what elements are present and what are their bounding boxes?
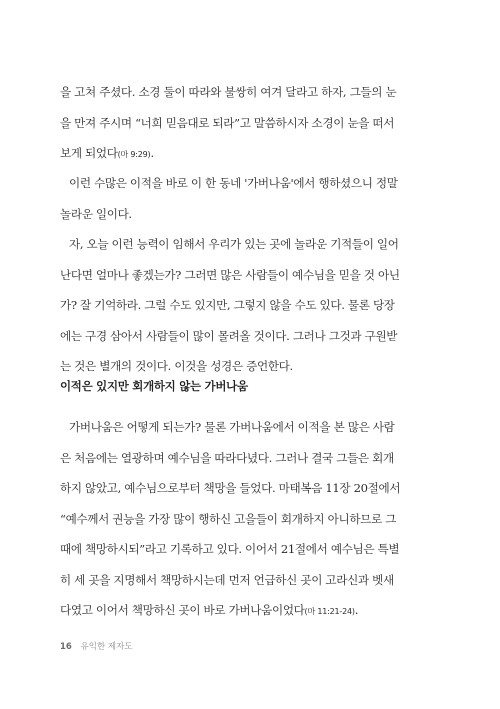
page-number: 16 [60,642,72,652]
paragraph-line: 하지 않았고, 예수님으로부터 책망을 들었다. 마태복음 11장 20절에서 [60,481,401,495]
paragraph-4 [60,412,446,626]
paragraph-line [60,138,446,169]
section-heading: 이적은 있지만 회개하지 않는 가버나움 [60,379,248,393]
paragraph-text: 다였고 이어서 책망하신 곳이 바로 가버나움이었다 [60,603,305,617]
paragraph-line: 히 세 곳을 지명해서 책망하시는데 먼저 언급하신 곳이 고라신과 벳새 [60,572,394,587]
paragraph-line: 놀라운 일이다. [60,206,132,221]
paragraph-line: 때에 책망하시되”라고 기록하고 있다. 이어서 21절에서 예수님은 특별 [60,542,400,556]
paragraph-line: 이런 수많은 이적을 바로 이 한 동네 '가버나움'에서 행하셨으니 정말 [69,176,398,190]
paragraph-line: 자, 오늘 이런 능력이 임해서 우리가 있는 곳에 놀라운 기적들이 일어 [69,237,399,251]
paragraph-line: 가? 잘 기억하라. 그럴 수도 있지만, 그렇지 않을 수도 있다. 물론 당장 [60,298,395,312]
paragraph-line: 난다면 얼마나 좋겠는가? 그러면 많은 사람들이 예수님을 믿을 것 아닌 [60,267,400,282]
sentence-end: . [150,146,154,160]
running-title: 유익한 제자도 [80,642,133,652]
paragraph-line: 는 것은 별개의 것이다. 이것을 성경은 증언한다. [60,359,293,373]
paragraph-3 [60,229,446,382]
paragraph-line: 가버나움은 어떻게 되는가? 물론 가버나움에서 이적을 본 많은 사람 [69,420,395,434]
paragraph-text: 보게 되었다 [60,146,118,160]
sentence-end: . [354,603,359,617]
page-footer [60,640,133,652]
paragraph-line: “예수께서 권능을 가장 많이 행하신 고을들이 회개하지 아니하므로 그 [60,511,397,526]
paragraph-line: 은 처음에는 열광하며 예수님을 따라다녔다. 그러나 결국 그들은 회개 [60,450,394,465]
paragraph-line [60,595,446,626]
scripture-reference: (마 9:29) [117,150,151,159]
paragraph-line: 을 고쳐 주셨다. 소경 둘이 따라와 불쌍히 여겨 달라고 하자, 그들의 눈 [60,85,397,99]
scripture-reference: (마 11:21-24) [304,607,355,616]
paragraph-line: 에는 구경 삼아서 사람들이 많이 몰려올 것이다. 그러나 그것과 구원받 [60,328,398,343]
paragraph-line: 을 만져 주시며 “너희 믿음대로 되라”고 말씀하시자 소경이 눈을 떠서 [60,115,395,130]
paragraph-1 [60,77,446,169]
paragraph-2 [60,168,446,229]
